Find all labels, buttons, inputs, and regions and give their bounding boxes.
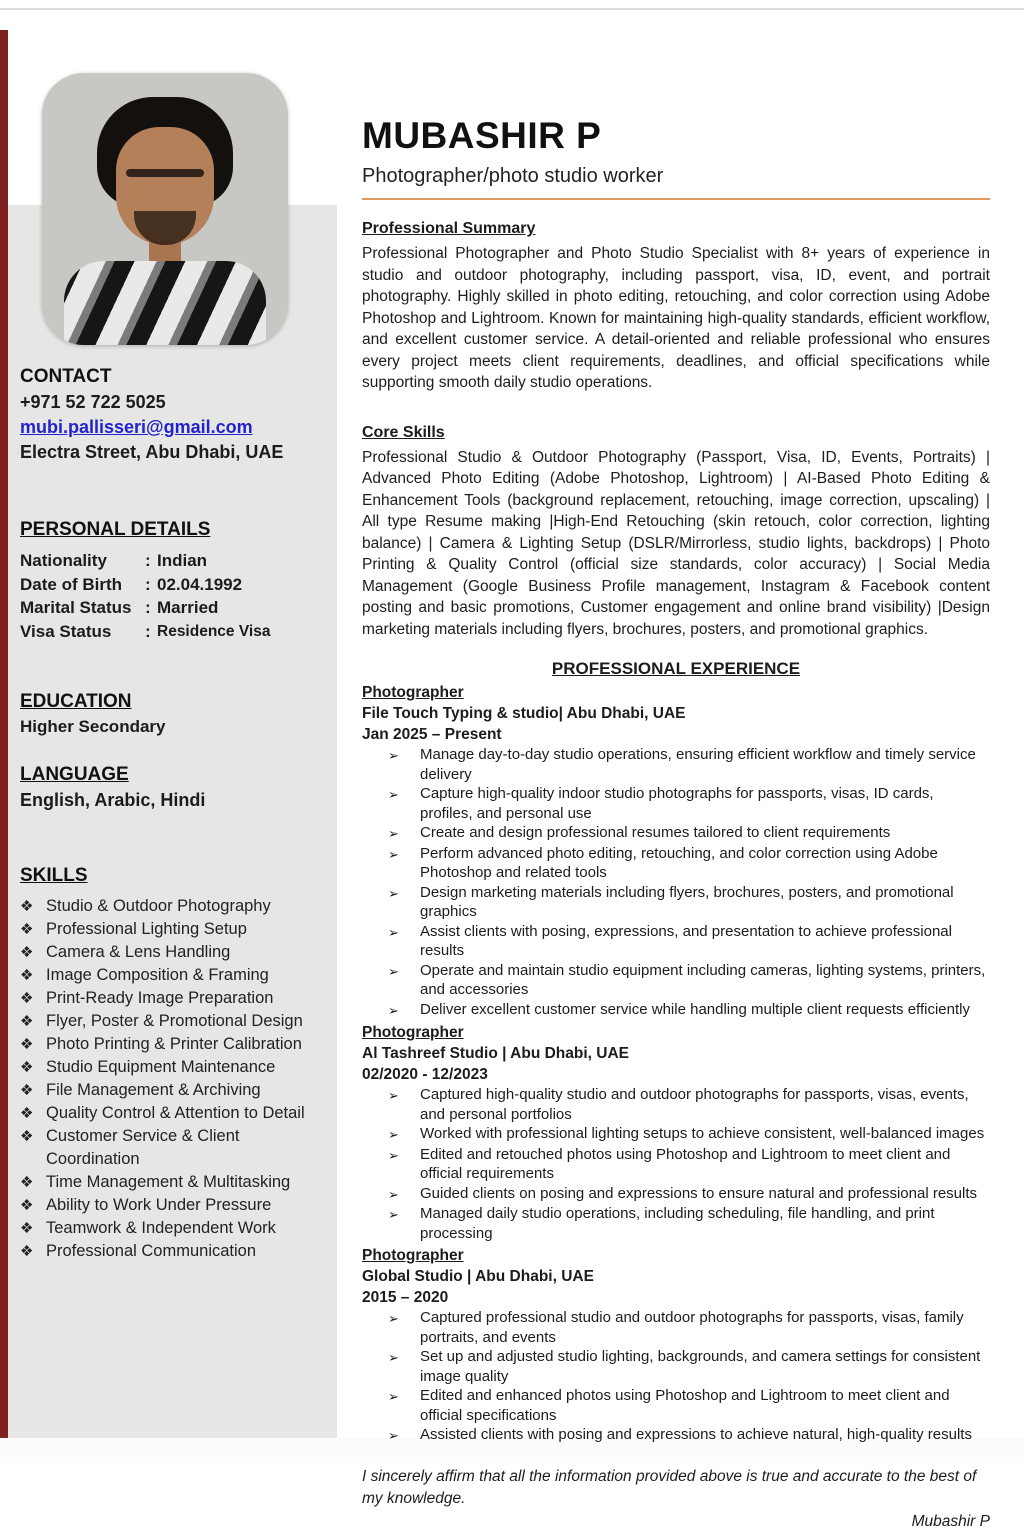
bullet-text: Captured high-quality studio and outdoor photographs for passports, visas, events, and personal portfolios [420, 1086, 969, 1123]
skills-heading: SKILLS [20, 865, 88, 886]
job-bullet [388, 922, 990, 961]
experience-section-heading: PROFESSIONAL EXPERIENCE [551, 659, 801, 678]
job-bullet [388, 1085, 990, 1124]
bullet-text: Managed daily studio operations, including scheduling, file handling, and print processing [420, 1205, 935, 1242]
bullet-text: Deliver excellent customer service while handling multiple client requests efficiently [420, 1000, 970, 1018]
skill-item [20, 941, 320, 964]
detail-separator: : [145, 551, 151, 570]
core-skills-section [362, 422, 990, 641]
professional-summary-section [362, 218, 990, 394]
email-link[interactable]: mubi.pallisseri@gmail.com [20, 417, 253, 437]
arrow-bullet-icon: ➢ [388, 963, 399, 979]
arrow-bullet-icon: ➢ [388, 1002, 399, 1018]
signature-text: Mubashir P [911, 1512, 990, 1530]
detail-value: Indian [157, 551, 208, 570]
detail-value: Residence Visa [157, 622, 271, 640]
job-bullet [388, 844, 990, 883]
diamond-bullet-icon: ❖ [20, 898, 34, 915]
experience-job [362, 682, 990, 1020]
bullet-text: Operate and maintain studio equipment including cameras, lighting systems, printers, and accessories [420, 961, 986, 998]
detail-row-marital-status [20, 596, 320, 620]
job-bullet [388, 1204, 990, 1243]
education-heading: EDUCATION [20, 691, 132, 712]
job-bullet [388, 883, 990, 922]
job-company: Global Studio | Abu Dhabi, UAE [362, 1268, 594, 1285]
diamond-bullet-icon: ❖ [20, 1082, 34, 1099]
skill-item [20, 1010, 320, 1033]
main-column [362, 0, 990, 1534]
summary-heading: Professional Summary [362, 220, 536, 237]
photo-striped-sweater-shape [64, 261, 266, 345]
job-bullet [388, 745, 990, 784]
job-company: File Touch Typing & studio| Abu Dhabi, UAE [362, 705, 686, 722]
arrow-bullet-icon: ➢ [388, 1389, 399, 1404]
bullet-text: Edited and enhanced photos using Photoshop and Lightroom to meet client and official specifications [420, 1387, 950, 1424]
job-title: Photographer [362, 1024, 464, 1041]
language-value: English, Arabic, Hindi [20, 790, 206, 810]
profile-photo [42, 73, 288, 345]
detail-row-dob [20, 573, 320, 597]
arrow-bullet-icon: ➢ [388, 1350, 399, 1365]
job-company: Al Tashreef Studio | Abu Dhabi, UAE [362, 1045, 629, 1062]
skill-item [20, 964, 320, 987]
arrow-bullet-icon: ➢ [388, 1311, 399, 1326]
diamond-bullet-icon: ❖ [20, 1013, 34, 1030]
skill-label: Customer Service & Client Coordination [46, 1127, 240, 1168]
experience-job [362, 1022, 990, 1243]
job-bullet [388, 1386, 990, 1425]
accent-left-bar [0, 30, 8, 1438]
education-value: Higher Secondary [20, 717, 166, 736]
bullet-text: Assist clients with posing, expressions, and presentation to achieve professional results [420, 922, 952, 959]
job-title: Photographer [362, 684, 464, 701]
core-skills-heading: Core Skills [362, 423, 445, 441]
arrow-bullet-icon: ➢ [388, 787, 399, 802]
contact-phone: +971 52 722 5025 [20, 392, 166, 412]
contact-email [20, 417, 320, 438]
skill-item [20, 1102, 320, 1125]
detail-label: Marital Status [20, 598, 132, 617]
job-bullet-list [362, 1308, 990, 1446]
job-bullet [388, 1000, 990, 1021]
skill-label: Studio & Outdoor Photography [46, 897, 271, 915]
diamond-bullet-icon: ❖ [20, 1174, 34, 1191]
job-bullet [388, 1124, 990, 1145]
diamond-bullet-icon: ❖ [20, 967, 34, 984]
detail-value: Married [157, 598, 219, 617]
bullet-text: Guided clients on posing and expressions to ensure natural and professional results [420, 1184, 978, 1202]
skill-label: Ability to Work Under Pressure [46, 1196, 272, 1214]
skill-item [20, 1125, 320, 1171]
job-title: Photographer [362, 1247, 464, 1264]
diamond-bullet-icon: ❖ [20, 1105, 34, 1122]
bullet-text: Create and design professional resumes tailored to client requirements [420, 824, 891, 841]
diamond-bullet-icon: ❖ [20, 1243, 34, 1260]
skill-label: Teamwork & Independent Work [46, 1219, 276, 1237]
contact-heading: CONTACT [20, 366, 112, 387]
arrow-bullet-icon: ➢ [388, 748, 399, 763]
arrow-bullet-icon: ➢ [388, 924, 399, 940]
bullet-text: Manage day-to-day studio operations, ensuring efficient workflow and timely service delivery [420, 746, 976, 783]
skill-label: Image Composition & Framing [46, 966, 269, 984]
detail-value: 02.04.1992 [157, 574, 243, 594]
job-dates: 2015 – 2020 [362, 1289, 449, 1306]
arrow-bullet-icon: ➢ [388, 826, 399, 841]
bullet-text: Capture high-quality indoor studio photographs for passports, visas, ID cards, profiles, and personal use [420, 785, 934, 822]
personal-details-heading: PERSONAL DETAILS [20, 519, 211, 540]
core-skills-body: Professional Studio & Outdoor Photography (Passport, Visa, ID, Events, Portraits) | Advanced Photo Editing (Adobe Photoshop, Lightroom) | AI-Based Photo Editing & Enhancement Tools (background replacement, retouching, image correction, upscaling) | All type Resume making |High-End Retouching (skin retouch, color correction, lighting balance) | Camera & Lighting Setup (DSLR/Mirrorless, studio lights, backdrops) | Photo Printing & Quality Control (official size standards, color accuracy) | Social Media Management (Google Business Profile management, Instagram & Facebook content posting and basic promotions, Customer engagement and online brand visibility) |Design marketing materials including flyers, brochures, posters, and promotional graphics. [362, 448, 990, 638]
arrow-bullet-icon: ➢ [388, 885, 399, 901]
diamond-bullet-icon: ❖ [20, 944, 34, 961]
skills-list [20, 895, 320, 1263]
accent-rule [362, 198, 990, 200]
contact-address: Electra Street, Abu Dhabi, UAE [20, 442, 284, 462]
job-bullet [388, 784, 990, 823]
job-bullet [388, 823, 990, 844]
detail-row-nationality [20, 549, 320, 573]
detail-label: Visa Status [20, 621, 112, 641]
bullet-text: Edited and retouched photos using Photoshop and Lightroom to meet client and official requirements [420, 1145, 951, 1182]
sidebar [20, 366, 320, 1263]
skill-item [20, 1171, 320, 1194]
bullet-text: Design marketing materials including flyers, brochures, posters, and promotional graphics [420, 883, 954, 920]
skill-item [20, 1056, 320, 1079]
arrow-bullet-icon: ➢ [388, 846, 399, 862]
job-bullet [388, 1425, 990, 1446]
skill-label: File Management & Archiving [46, 1081, 261, 1099]
skill-item [20, 1217, 320, 1240]
diamond-bullet-icon: ❖ [20, 1220, 34, 1237]
personal-details-table [20, 549, 320, 643]
skill-label: Time Management & Multitasking [46, 1173, 291, 1191]
bullet-text: Perform advanced photo editing, retouching, and color correction using Adobe Photoshop and related tools [420, 844, 938, 881]
arrow-bullet-icon: ➢ [388, 1127, 399, 1142]
diamond-bullet-icon: ❖ [20, 990, 34, 1007]
detail-separator: : [145, 598, 151, 617]
arrow-bullet-icon: ➢ [388, 1186, 399, 1202]
detail-label: Nationality [20, 551, 107, 570]
skill-label: Print-Ready Image Preparation [46, 989, 274, 1007]
bullet-text: Worked with professional lighting setups to achieve consistent, well-balanced images [420, 1125, 985, 1142]
skill-item [20, 1194, 320, 1217]
job-dates: 02/2020 - 12/2023 [362, 1066, 488, 1083]
detail-row-visa-status [20, 620, 320, 644]
candidate-title: Photographer/photo studio worker [362, 165, 664, 187]
detail-separator: : [145, 574, 151, 594]
arrow-bullet-icon: ➢ [388, 1088, 399, 1103]
skill-label: Professional Lighting Setup [46, 920, 247, 938]
job-bullet-list [362, 745, 990, 1020]
detail-separator: : [145, 621, 151, 641]
diamond-bullet-icon: ❖ [20, 1036, 34, 1053]
skill-label: Camera & Lens Handling [46, 943, 231, 961]
bullet-text: Captured professional studio and outdoor photographs for passports, visas, family portraits, and events [420, 1309, 964, 1346]
skill-item [20, 1240, 320, 1263]
skill-item [20, 918, 320, 941]
job-bullet [388, 961, 990, 1000]
arrow-bullet-icon: ➢ [388, 1428, 399, 1443]
photo-brow-shape [126, 169, 204, 177]
job-bullet [388, 1308, 990, 1347]
detail-label: Date of Birth [20, 574, 122, 594]
skill-item [20, 1033, 320, 1056]
affirmation-text: I sincerely affirm that all the information provided above is true and accurate to the best of my knowledge. [362, 1467, 977, 1507]
skill-label: Quality Control & Attention to Detail [46, 1104, 305, 1122]
diamond-bullet-icon: ❖ [20, 1197, 34, 1214]
arrow-bullet-icon: ➢ [388, 1207, 399, 1222]
skill-label: Studio Equipment Maintenance [46, 1058, 276, 1076]
skill-item [20, 987, 320, 1010]
job-bullet [388, 1347, 990, 1386]
candidate-name: MUBASHIR P [362, 115, 602, 156]
footer [362, 1466, 990, 1534]
job-bullet-list [362, 1085, 990, 1243]
skill-item [20, 895, 320, 918]
skill-label: Flyer, Poster & Promotional Design [46, 1012, 303, 1030]
experience-job [362, 1245, 990, 1446]
language-heading: LANGUAGE [20, 764, 129, 785]
arrow-bullet-icon: ➢ [388, 1147, 399, 1163]
bullet-text: Set up and adjusted studio lighting, backgrounds, and camera settings for consistent image quality [420, 1348, 981, 1385]
diamond-bullet-icon: ❖ [20, 1059, 34, 1076]
skill-label: Professional Communication [46, 1242, 257, 1260]
job-bullet [388, 1184, 990, 1205]
job-dates: Jan 2025 – Present [362, 726, 502, 743]
job-bullet [388, 1145, 990, 1184]
skill-label: Photo Printing & Printer Calibration [46, 1035, 302, 1053]
summary-body: Professional Photographer and Photo Studio Specialist with 8+ years of experience in studio and outdoor photography, including passport, visa, ID, event, and portrait photography. Highly skilled in photo editing, retouching, and color correction using Adobe Photoshop and Lightroom. Known for maintaining high-quality standards, efficient workflow, and excellent customer service. A detail-oriented and reliable professional who ensures every project meets client requirements, deadlines, and official specifications while supporting smooth daily studio operations. [362, 245, 990, 391]
diamond-bullet-icon: ❖ [20, 1128, 34, 1145]
bullet-text: Assisted clients with posing and expressions to achieve natural, high-quality results [420, 1426, 972, 1443]
skill-item [20, 1079, 320, 1102]
diamond-bullet-icon: ❖ [20, 921, 34, 938]
